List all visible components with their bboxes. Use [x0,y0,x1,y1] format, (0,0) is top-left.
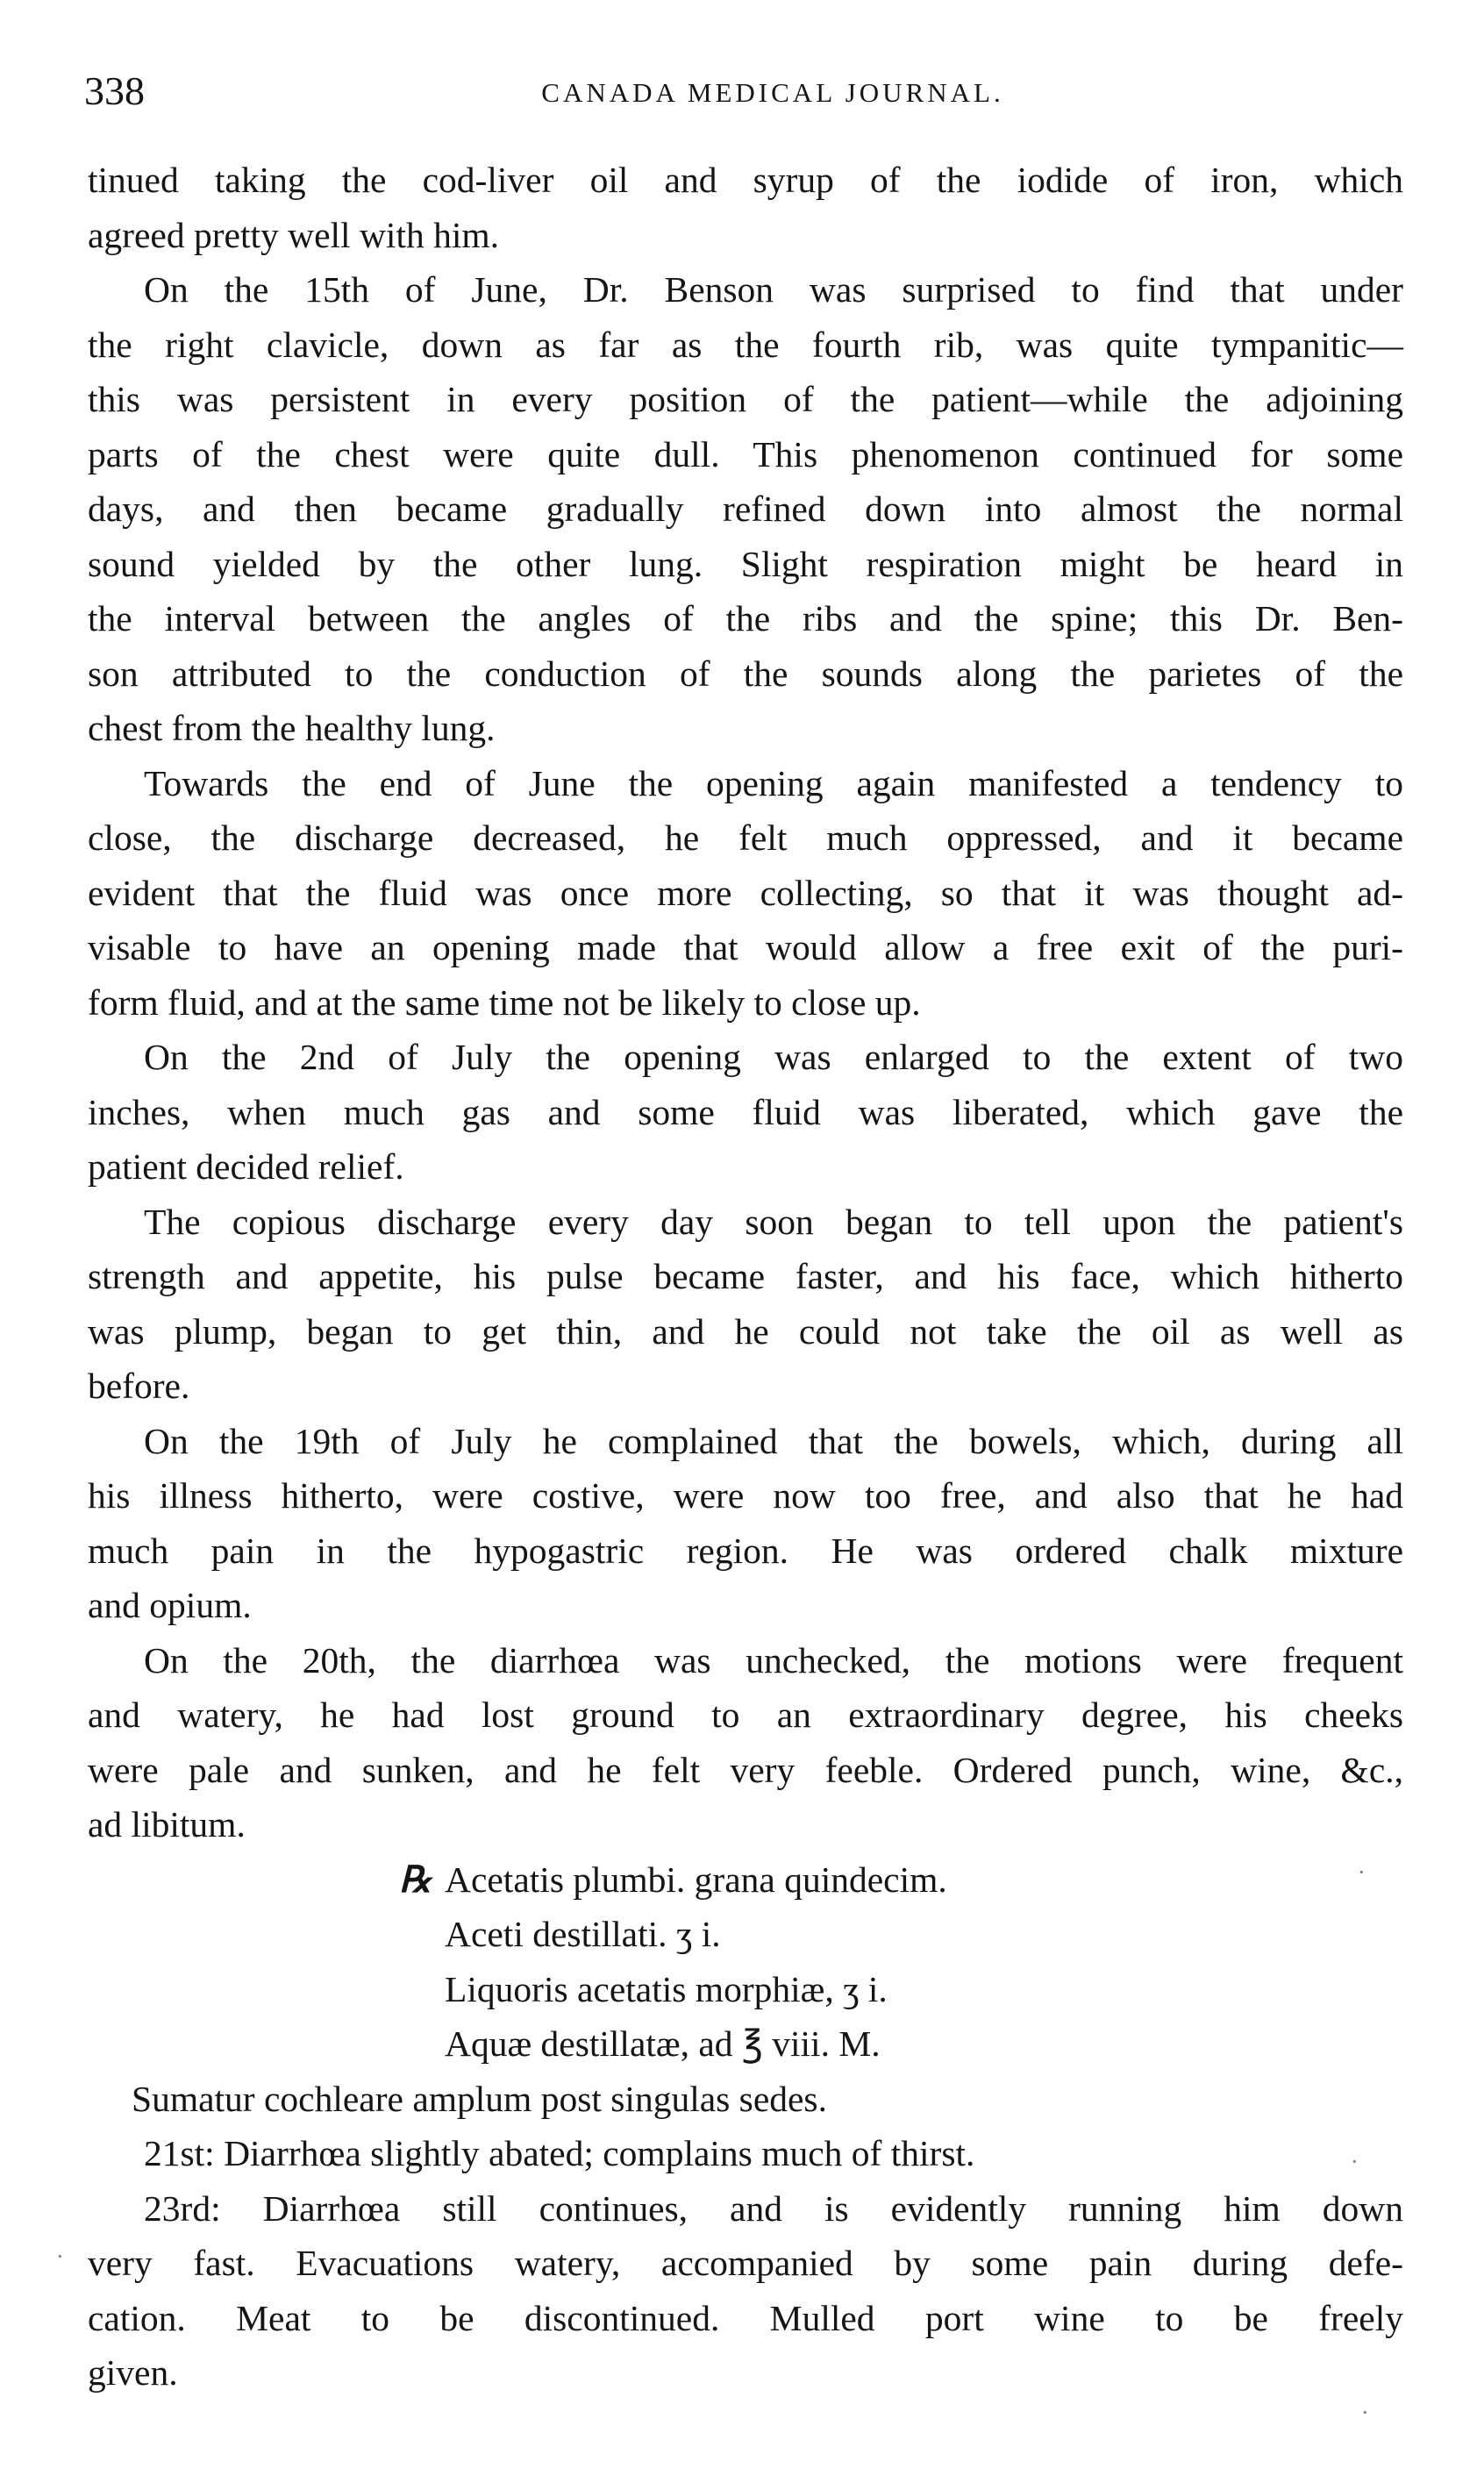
text-line: days, and then became gradually refined down into almost the normal [88,489,1403,529]
rx-icon: ℞ [399,1859,432,1900]
text-line: this was persistent in every position of the patient—while the adjoining [88,379,1403,419]
text-line: sound yielded by the other lung. Slight respiration might be heard in [88,543,1403,584]
print-speck: · [1361,2400,1369,2425]
text-line: evident that the fluid was once more collecting, so that it was thought ad- [88,872,1403,913]
text-line: and opium. [88,1585,252,1625]
journal-title: CANADA MEDICAL JOURNAL. [541,77,1004,108]
text-line: tinued taking the cod-liver oil and syrup of the iodide of iron, which [88,160,1403,200]
text-line: the interval between the angles of the ribs and the spine; this Dr. Ben- [88,598,1403,639]
text-line: ad libitum. [88,1804,246,1844]
prescription-directions: Sumatur cochleare amplum post singulas sedes. [132,2078,827,2119]
paragraph-start-line: On the 2nd of July the opening was enlarged to the extent of two [144,1037,1403,1077]
running-head [0,65,1484,126]
paragraph-start-line: On the 15th of June, Dr. Benson was surprised to find that under [144,269,1403,310]
text-line: much pain in the hypogastric region. He was ordered chalk mixture [88,1530,1403,1571]
text-line: close, the discharge decreased, he felt much oppressed, and it became [88,817,1403,858]
article-body [88,153,1403,2401]
text-line: was plump, began to get thin, and he could not take the oil as well as [88,1310,1403,1352]
print-speck: · [56,2244,64,2269]
paragraph-start-line: 21st: Diarrhœa slightly abated; complains much of thirst. [144,2133,975,2173]
text-line: strength and appetite, his pulse became faster, and his face, which hitherto [88,1256,1403,1296]
print-speck: · [1358,1859,1366,1885]
prescription-text: Acetatis plumbi. grana quindecim. [445,1859,947,1900]
text-line: form fluid, and at the same time not be likely to close up. [88,981,921,1023]
text-line: his illness hitherto, were costive, were now too free, and also that he had [88,1475,1403,1516]
text-line: given. [88,2352,178,2393]
paragraph-start-line: The copious discharge every day soon began to tell upon the patient's [144,1201,1403,1242]
text-line: cation. Meat to be discontinued. Mulled port wine to be freely [88,2297,1403,2338]
prescription-line: Aquæ destillatæ, ad ℥ viii. M. [445,2023,881,2064]
paragraph-start-line: On the 20th, the diarrhœa was unchecked, the motions were frequent [144,1639,1403,1680]
text-line: the right clavicle, down as far as the fourth rib, was quite tympanitic— [88,324,1403,365]
text-line: son attributed to the conduction of the sounds along the parietes of the [88,653,1403,694]
paragraph-start-line: Towards the end of June the opening again manifested a tendency to [144,762,1403,803]
prescription-line [88,1852,1403,1908]
text-line: and watery, he had lost ground to an extraordinary degree, his cheeks [88,1695,1403,1735]
prescription-line: Liquoris acetatis morphiæ, ʒ i. [445,1968,888,2009]
paragraph-start-line: 23rd: Diarrhœa still continues, and is evidently running him down [144,2187,1403,2229]
page-number: 338 [84,68,145,113]
text-line: very fast. Evacuations watery, accompanied by some pain during defe- [88,2243,1403,2283]
text-line: inches, when much gas and some fluid was liberated, which gave the [88,1091,1403,1132]
prescription-line: Aceti destillati. ʒ i. [445,1914,721,1954]
paragraph-start-line: On the 19th of July he complained that the bowels, which, during all [144,1420,1403,1461]
text-line: agreed pretty well with him. [88,214,500,255]
print-speck: · [1351,2149,1359,2174]
text-line: visable to have an opening made that would allow a free exit of the puri- [88,927,1403,967]
text-line: were pale and sunken, and he felt very feeble. Ordered punch, wine, &c., [88,1749,1403,1790]
text-line: chest from the healthy lung. [88,708,496,748]
text-line: parts of the chest were quite dull. This phenomenon continued for some [88,433,1403,474]
text-line: patient decided relief. [88,1146,404,1187]
text-line: before. [88,1366,190,1406]
